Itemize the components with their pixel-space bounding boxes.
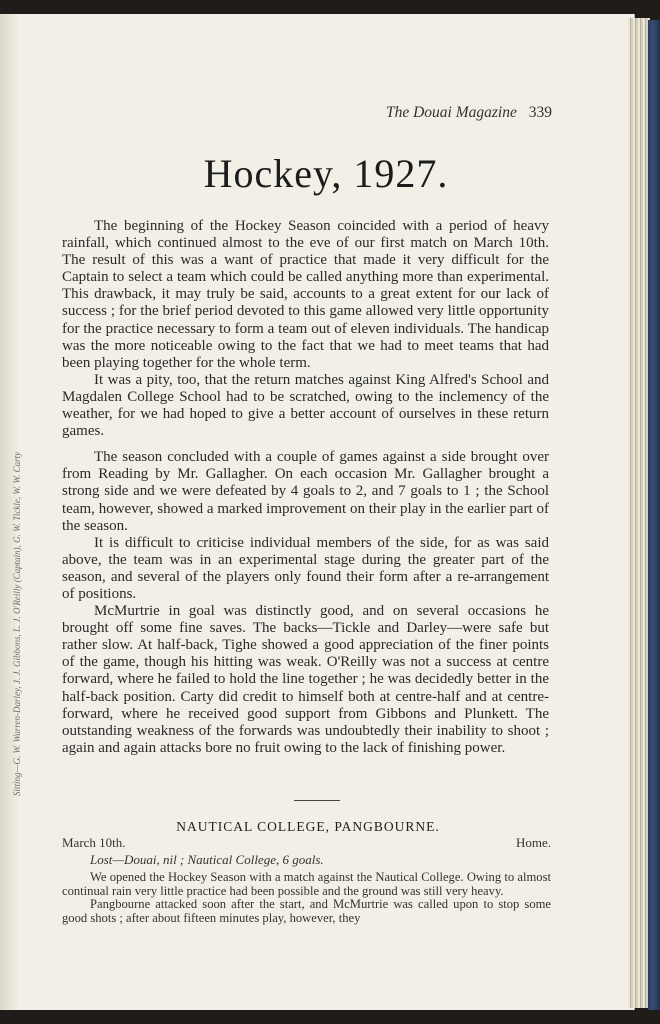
magazine-name: The Douai Magazine xyxy=(385,104,517,121)
article-body xyxy=(62,218,549,757)
paragraph: The beginning of the Hockey Season coincided with a period of heavy rainfall, which continued almost to the eve of our first match on March 10th. The result of this was a want of practice that made it very difficult for the Captain to select a team which could be called anything more than experimental. This drawback, it may truly be said, accounts to a great extent for our lack of success ; for the brief period devoted to this game allowed very little opportunity for the practice necessary to form a team out of eleven individuals. The handicap was the more noticeable owing to the fact that we had to meet teams that had been playing together for the whole term. xyxy=(62,218,549,371)
photo-caption-rotated: Sitting—G. W. Warren-Darley, J. J. Gibbons, L. J. O'Reilly (Captain), G. W. Tickle, W. W. Carty xyxy=(12,451,22,796)
match-heading: NAUTICAL COLLEGE, PANGBOURNE. xyxy=(176,819,440,834)
paragraph: McMurtrie in goal was distinctly good, and on several occasions he brought off some fine saves. The backs—Tickle and Darley—were safe but rather slow. At half-back, Tighe showed a good appreciation of the finer points of the game, though his hitting was weak. O'Reilly was not a success at centre forward, where he failed to hold the line together ; he was decidedly better in the half-back position. Carty did credit to himself both at centre-half and at centre-forward, where he received good support from Gibbons and Plunkett. The outstanding weakness of the forwards was undoubtedly their inability to shoot ; again and again attacks bore no fruit owing to the lack of finishing power. xyxy=(62,603,549,756)
match-date: March 10th. xyxy=(62,835,126,850)
report-paragraph: Pangbourne attacked soon after the start, and McMurtrie was called upon to stop some good shots ; after about fifteen minutes play, however, they xyxy=(62,897,551,925)
paragraph: It is difficult to criticise individual members of the side, for as was said above, the team was in an experimental stage during the greater part of the season, and several of the players only found their form after a re-arrangement of positions. xyxy=(62,534,549,602)
page-edges xyxy=(628,18,650,1008)
match-report xyxy=(62,871,551,925)
running-header xyxy=(0,104,552,122)
section-divider xyxy=(294,800,340,801)
paragraph: The season concluded with a couple of games against a side brought over from Reading by Mr. Gallagher. On each occasion Mr. Gallagher brought a strong side and we were defeated by 4 goals to 2, and 7 goals to 1 ; the School team, however, showed a marked improvement on their play in the earlier part of the season. xyxy=(62,449,549,534)
report-paragraph: We opened the Hockey Season with a match against the Nautical College. Owing to almost continual rain very little practice had been possible and the ground was still very heavy. xyxy=(62,870,551,898)
match-venue: Home. xyxy=(515,835,551,850)
book-cover-edge xyxy=(648,20,660,1010)
match-result: Lost—Douai, nil ; Nautical College, 6 goals. xyxy=(90,852,324,867)
match-meta xyxy=(62,835,551,851)
article-title: Hockey, 1927. xyxy=(203,151,449,196)
page-number: 339 xyxy=(528,104,552,121)
paragraph: It was a pity, too, that the return matches against King Alfred's School and Magdalen College School had to be scratched, owing to the inclemency of the weather, for we had hoped to give a better account of ourselves in these return games. xyxy=(62,371,549,440)
